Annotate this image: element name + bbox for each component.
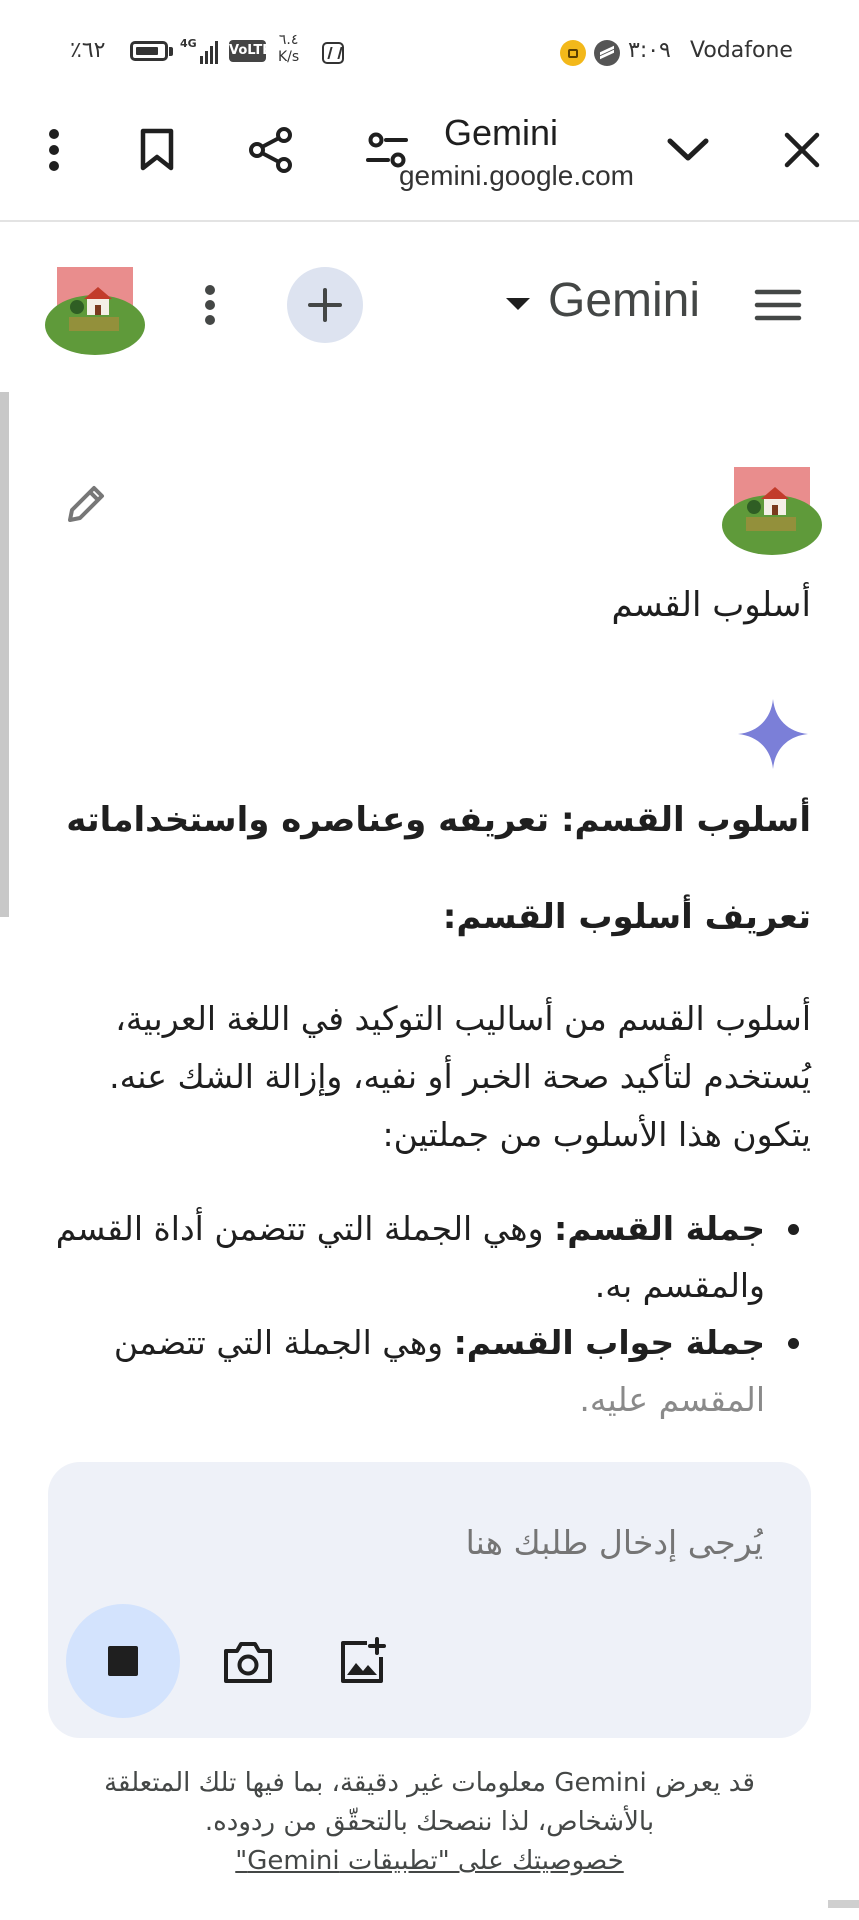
camera-icon (222, 1639, 274, 1685)
response-bullet-list (25, 1200, 811, 1428)
network-speed (278, 32, 299, 66)
avatar-image (57, 267, 133, 343)
bullet-text: وهي الجملة التي تتضمن (113, 1323, 454, 1362)
minimize-button[interactable] (648, 100, 728, 200)
share-button[interactable] (231, 100, 311, 200)
network-speed-unit: K/s (278, 49, 300, 65)
notification-lock-icon (560, 40, 586, 66)
volte-badge: VoLTE (229, 40, 266, 62)
disclaimer (70, 1764, 789, 1881)
network-speed-value: ٦.٤ (278, 32, 299, 48)
clock: ٣:٠٩ (628, 38, 671, 63)
new-chat-button[interactable] (287, 267, 363, 343)
bullet-text-faded: المقسم عليه. (579, 1380, 765, 1419)
battery-icon (130, 41, 168, 61)
page-title: Gemini (444, 112, 559, 153)
status-bar (0, 0, 859, 100)
page-url[interactable]: gemini.google.com (398, 160, 634, 191)
bookmark-button[interactable] (117, 100, 197, 200)
edit-message-button[interactable] (58, 478, 112, 532)
navigation-handle[interactable] (828, 1900, 859, 1908)
add-image-icon (337, 1637, 387, 1687)
prompt-input[interactable] (261, 1522, 765, 1563)
more-vert-icon (48, 128, 60, 172)
camera-button[interactable] (220, 1634, 276, 1690)
gemini-sparkle-icon (736, 697, 810, 771)
bullet-term: جملة القسم: (554, 1209, 765, 1248)
account-avatar[interactable] (57, 267, 133, 343)
bookmark-icon (139, 128, 175, 172)
bullet-text: وهي الجملة التي تتضمن أداة القسم والمقسم به. (55, 1209, 765, 1305)
main-menu-button[interactable] (748, 280, 808, 330)
stop-generating-button[interactable] (66, 1604, 180, 1718)
avatar-image (734, 467, 810, 543)
messenger-icon (594, 40, 620, 66)
battery-tip (169, 47, 173, 56)
browser-toolbar (0, 100, 859, 222)
response-paragraph: أسلوب القسم من أساليب التوكيد في اللغة العربية، يُستخدم لتأكيد صحة الخبر أو نفيه، وإزالة الشك عنه. يتكون هذا الأسلوب من جملتين: (109, 999, 811, 1154)
share-icon (247, 126, 295, 174)
response-subheading: تعريف أسلوب القسم: (442, 897, 811, 937)
prompt-box (48, 1462, 811, 1738)
nfc-icon (322, 42, 344, 64)
user-avatar (734, 467, 810, 543)
stop-icon (108, 1646, 138, 1676)
pencil-icon (62, 482, 108, 528)
signal-icon (200, 38, 224, 64)
user-message: أسلوب القسم (611, 585, 811, 625)
battery-percent: ٪٦٢ (70, 38, 106, 63)
add-image-button[interactable] (334, 1634, 390, 1690)
scrollbar[interactable] (0, 392, 9, 917)
hamburger-menu-icon (755, 288, 801, 322)
chevron-down-icon (666, 136, 710, 164)
browser-menu-button[interactable] (14, 100, 94, 200)
bullet-term: جملة جواب القسم: (453, 1323, 765, 1362)
close-tab-button[interactable] (762, 100, 842, 200)
privacy-link[interactable]: خصوصيتك على "تطبيقات Gemini" (235, 1846, 624, 1876)
network-type: 4G (180, 37, 197, 50)
model-selector[interactable]: Gemini (548, 274, 701, 327)
model-dropdown-caret-icon[interactable] (506, 298, 530, 310)
close-icon (783, 131, 821, 169)
chat-options-button[interactable] (190, 270, 230, 340)
list-item (25, 1314, 765, 1428)
disclaimer-text: قد يعرض Gemini معلومات غير دقيقة، بما فيها تلك المتعلقة بالأشخاص، لذا ننصحك بالتحقّق من ردوده. (104, 1768, 755, 1837)
response-heading: أسلوب القسم: تعريفه وعناصره واستخداماته (66, 800, 811, 840)
list-item (25, 1200, 765, 1314)
more-vert-icon (204, 284, 216, 326)
plus-icon (307, 287, 343, 323)
carrier-name: Vodafone (690, 38, 793, 63)
